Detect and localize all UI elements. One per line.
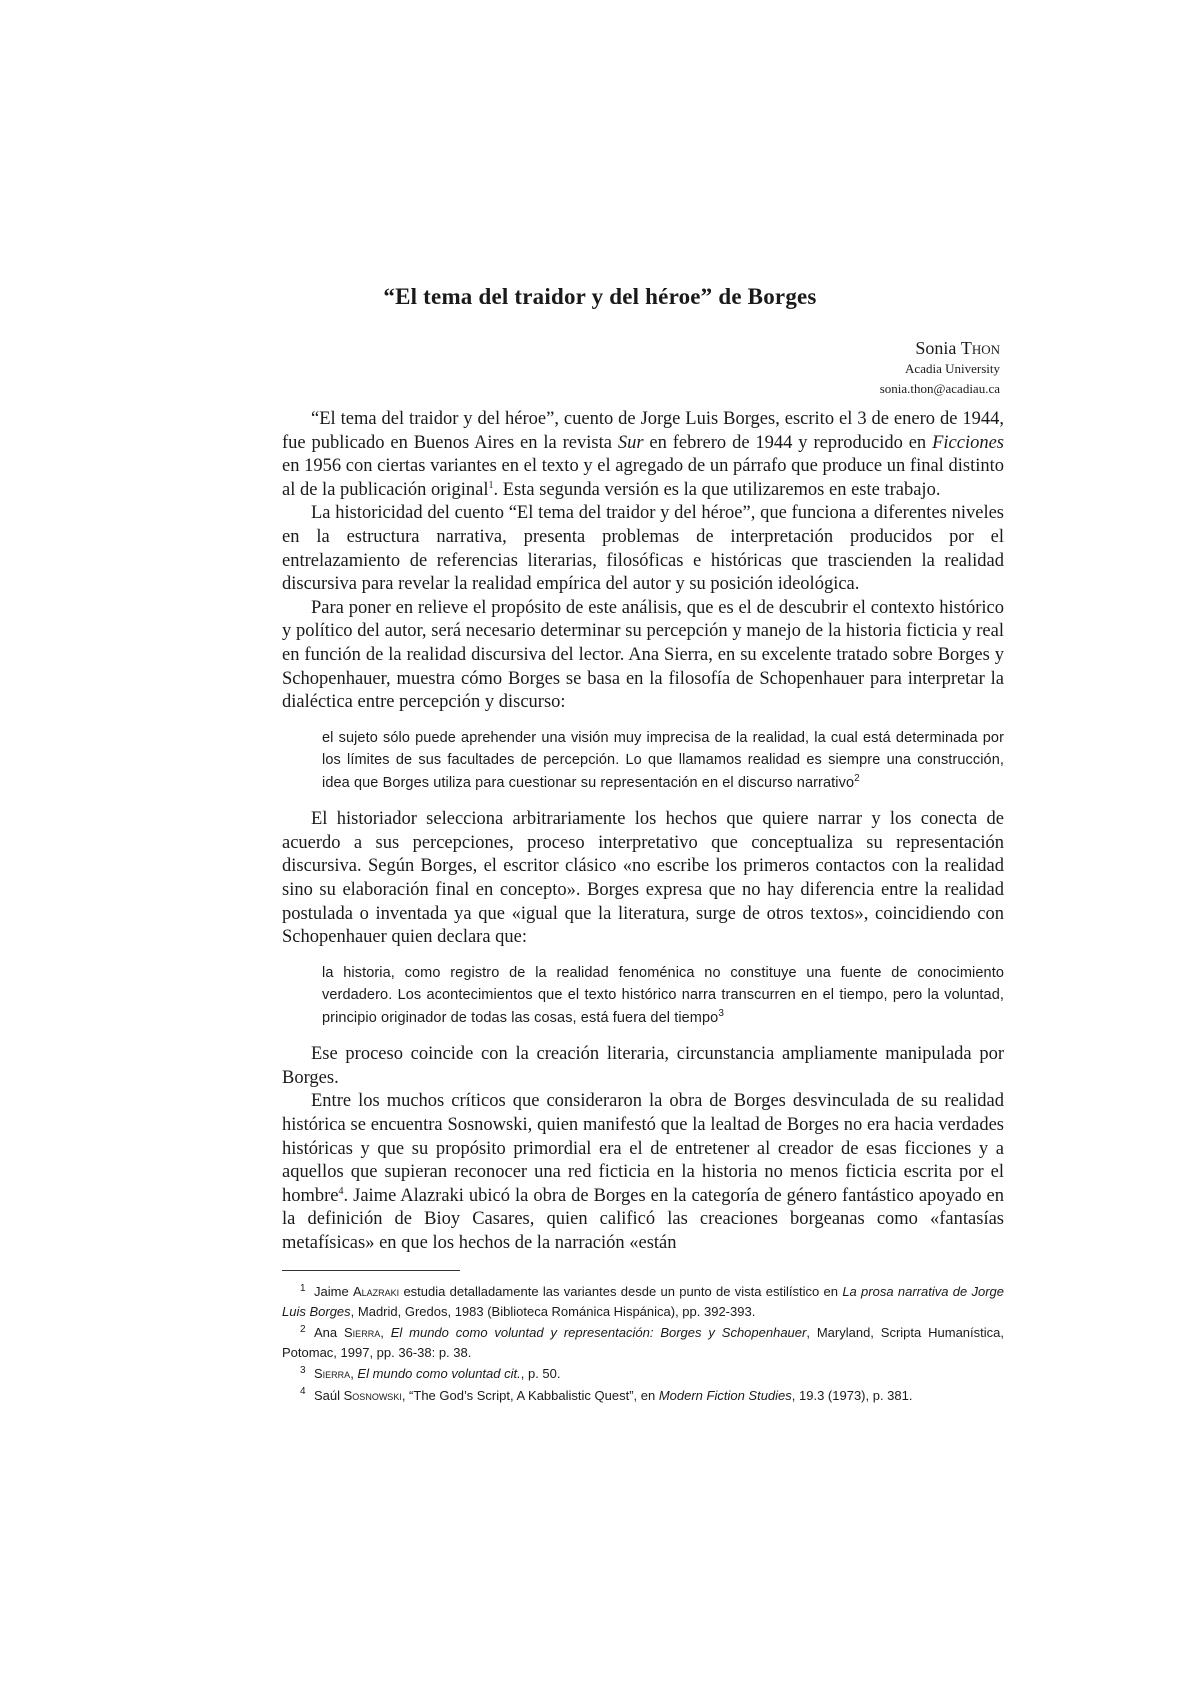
paragraph-3: Para poner en relieve el propósito de este análisis, que es el de descubrir el contexto histórico y político del autor, será necesario determinar su percepción y manejo de la historia ficticia y real en función de la realidad discursiva del lector. Ana Sierra, en su excelente tratado sobre Borges y Schopenhauer, muestra cómo Borges se basa en la filosofía de Schopenhauer para interpretar la dialéctica entre percepción y discurso: xyxy=(282,597,1004,713)
footnote-author: Sosnowski xyxy=(343,1387,402,1403)
footnote-text: Saúl xyxy=(314,1387,344,1403)
p6-text-b: . Jaime Alazraki ubicó la obra de Borges en la categoría de género fantástico apoyado en la definición de Bioy Casares, quien calificó las creaciones borgeanas como «fantasías metafísicas» en que los hechos de la narración «están xyxy=(282,1185,1004,1254)
author-name xyxy=(880,337,1000,359)
paragraph-1 xyxy=(282,408,1004,502)
paragraph-2: La historicidad del cuento “El tema del traidor y del héroe”, que funciona a diferentes niveles en la estructura narrativa, presenta problemas de interpretación producidos por el entrelazamiento de referencias literarias, filosóficas e históricas que trascienden la realidad discursiva para revelar la realidad empírica del autor y su posición ideológica. xyxy=(282,503,1004,595)
footnote-ref-3[interactable]: 3 xyxy=(718,1007,724,1019)
footnote-author: Alazraki xyxy=(352,1284,400,1299)
author-affiliation: Acadia University xyxy=(905,361,1000,376)
footnote-text: , “The God’s Script, A Kabbalistic Quest”, en xyxy=(401,1387,659,1403)
footnotes xyxy=(282,1282,1004,1407)
footnote-2: $^2$ Ana Sierra, El mundo como voluntad y representación: Borges y Schopenhauer, Maryland, Scripta Humanística, Potomac, 1997, pp. 36-38: p. 38. xyxy=(282,1323,1004,1360)
footnote-ref-1[interactable]: 1 xyxy=(488,479,494,491)
footnote-title: El mundo como voluntad cit. xyxy=(357,1366,521,1381)
quote-1-text: el sujeto sólo puede aprehender una visión muy imprecisa de la realidad, la cual está determinada por los límites de sus facultades de percepción. Lo que llamamos realidad es siempre una construcción, idea que Borges utiliza para cuestionar su representación en el discurso narrativo xyxy=(322,729,1004,791)
footnote-text: , Maryland, Scripta Humanística, Potomac, 1997, pp. 36-38: p. 38. xyxy=(282,1325,1004,1360)
block-quote-1 xyxy=(322,727,1004,795)
footnote-text: , xyxy=(380,1325,391,1340)
footnote-ref-4[interactable]: 4 xyxy=(338,1185,344,1197)
p1-text-b: en febrero de 1944 y reproducido en xyxy=(643,432,933,453)
footnote-text: , p. 50. xyxy=(520,1366,561,1381)
p1-text-d: . Esta segunda versión es la que utilizaremos en este trabajo. xyxy=(493,479,941,500)
paragraph-4: El historiador selecciona arbitrariamente los hechos que quiere narrar y los conecta de acuerdo a sus percepciones, proceso interpretativo que conceptualiza su representación discursiva. Según Borges, el escritor clásico «no escribe los primeros contactos con la realidad sino su elaboración final en concepto». Borges expresa que no hay diferencia entre la realidad postulada o inventada ya que «igual que la literatura, surge de otros textos», coincidiendo con Schopenhauer quien declara que: xyxy=(282,809,1004,948)
footnote-text: , xyxy=(350,1366,358,1381)
article-body xyxy=(282,408,1004,1256)
p1-text-c: en 1956 con ciertas variantes en el texto y el agregado de un párrafo que produce un final distinto al de la publicación original xyxy=(282,456,1004,500)
author-first-name: Sonia xyxy=(915,338,957,358)
footnote-author: Sierra xyxy=(344,1325,381,1340)
footnote-title: El mundo como voluntad y representación: Borges y Schopenhauer xyxy=(390,1325,807,1340)
footnote-4: $^4$ Saúl Sosnowski, “The God’s Script, A Kabbalistic Quest”, en Modern Fiction Studies, 19.3 (1973), p. 381. xyxy=(300,1386,913,1403)
block-quote-2 xyxy=(322,962,1004,1030)
footnote-text: Jaime xyxy=(314,1284,353,1299)
footnote-text: , 19.3 (1973), p. 381. xyxy=(791,1387,913,1403)
footnote-text: , Madrid, Gredos, 1983 (Biblioteca Románica Hispánica), pp. 392-393. xyxy=(350,1303,756,1319)
p1-sur: Sur xyxy=(617,432,644,453)
p1-ficciones: Ficciones xyxy=(932,432,1004,453)
footnote-3: $^3$ Sierra, El mundo como voluntad cit., p. 50. xyxy=(300,1364,561,1381)
author-email: sonia.thon@acadiau.ca xyxy=(879,381,1000,396)
footnote-title: Modern Fiction Studies xyxy=(658,1387,792,1403)
p1-text-a: “El tema del traidor y del héroe”, cuento de Jorge Luis Borges, escrito el 3 de enero de 1944, fue publicado en Buenos Aires en la revista xyxy=(282,409,1004,453)
footnote-ref-2[interactable]: 2 xyxy=(854,772,860,784)
footnote-divider xyxy=(282,1270,460,1271)
paragraph-5: Ese proceso coincide con la creación literaria, circunstancia ampliamente manipulada por Borges. xyxy=(282,1044,1004,1088)
p6-text-a: Entre los muchos críticos que consideraron la obra de Borges desvinculada de su realidad histórica se encuentra Sosnowski, quien manifestó que la lealtad de Borges no era hacia verdades históricas y que su propósito primordial era el de entretener al creador de esas ficciones y a aquellos que supieran reconocer una red ficticia en la historia no menos ficticia escrita por el hombre xyxy=(282,1091,1004,1206)
author-last-name: Thon xyxy=(960,338,1000,358)
footnote-text: Ana xyxy=(314,1325,345,1340)
footnote-text: estudia detalladamente las variantes desde un punto de vista estilístico en xyxy=(399,1284,843,1299)
footnote-1: $^1$ Jaime Alazraki estudia detalladamente las variantes desde un punto de vista estilístico en La prosa narrativa de Jorge Luis Borges, Madrid, Gredos, 1983 (Biblioteca Románica Hispánica), pp. 392-393. xyxy=(282,1282,1004,1319)
quote-2-text: la historia, como registro de la realidad fenoménica no constituye una fuente de conocimiento verdadero. Los acontecimientos que el texto histórico narra transcurren en el tiempo, pero la voluntad, principio originador de todas las cosas, está fuera del tiempo xyxy=(322,964,1004,1026)
author-block xyxy=(880,337,1000,399)
article-title: “El tema del traidor y del héroe” de Borges xyxy=(383,284,817,309)
footnote-title: La prosa narrativa de Jorge Luis Borges xyxy=(282,1284,1004,1319)
paragraph-6 xyxy=(282,1090,1004,1255)
footnote-author: Sierra xyxy=(314,1366,351,1381)
